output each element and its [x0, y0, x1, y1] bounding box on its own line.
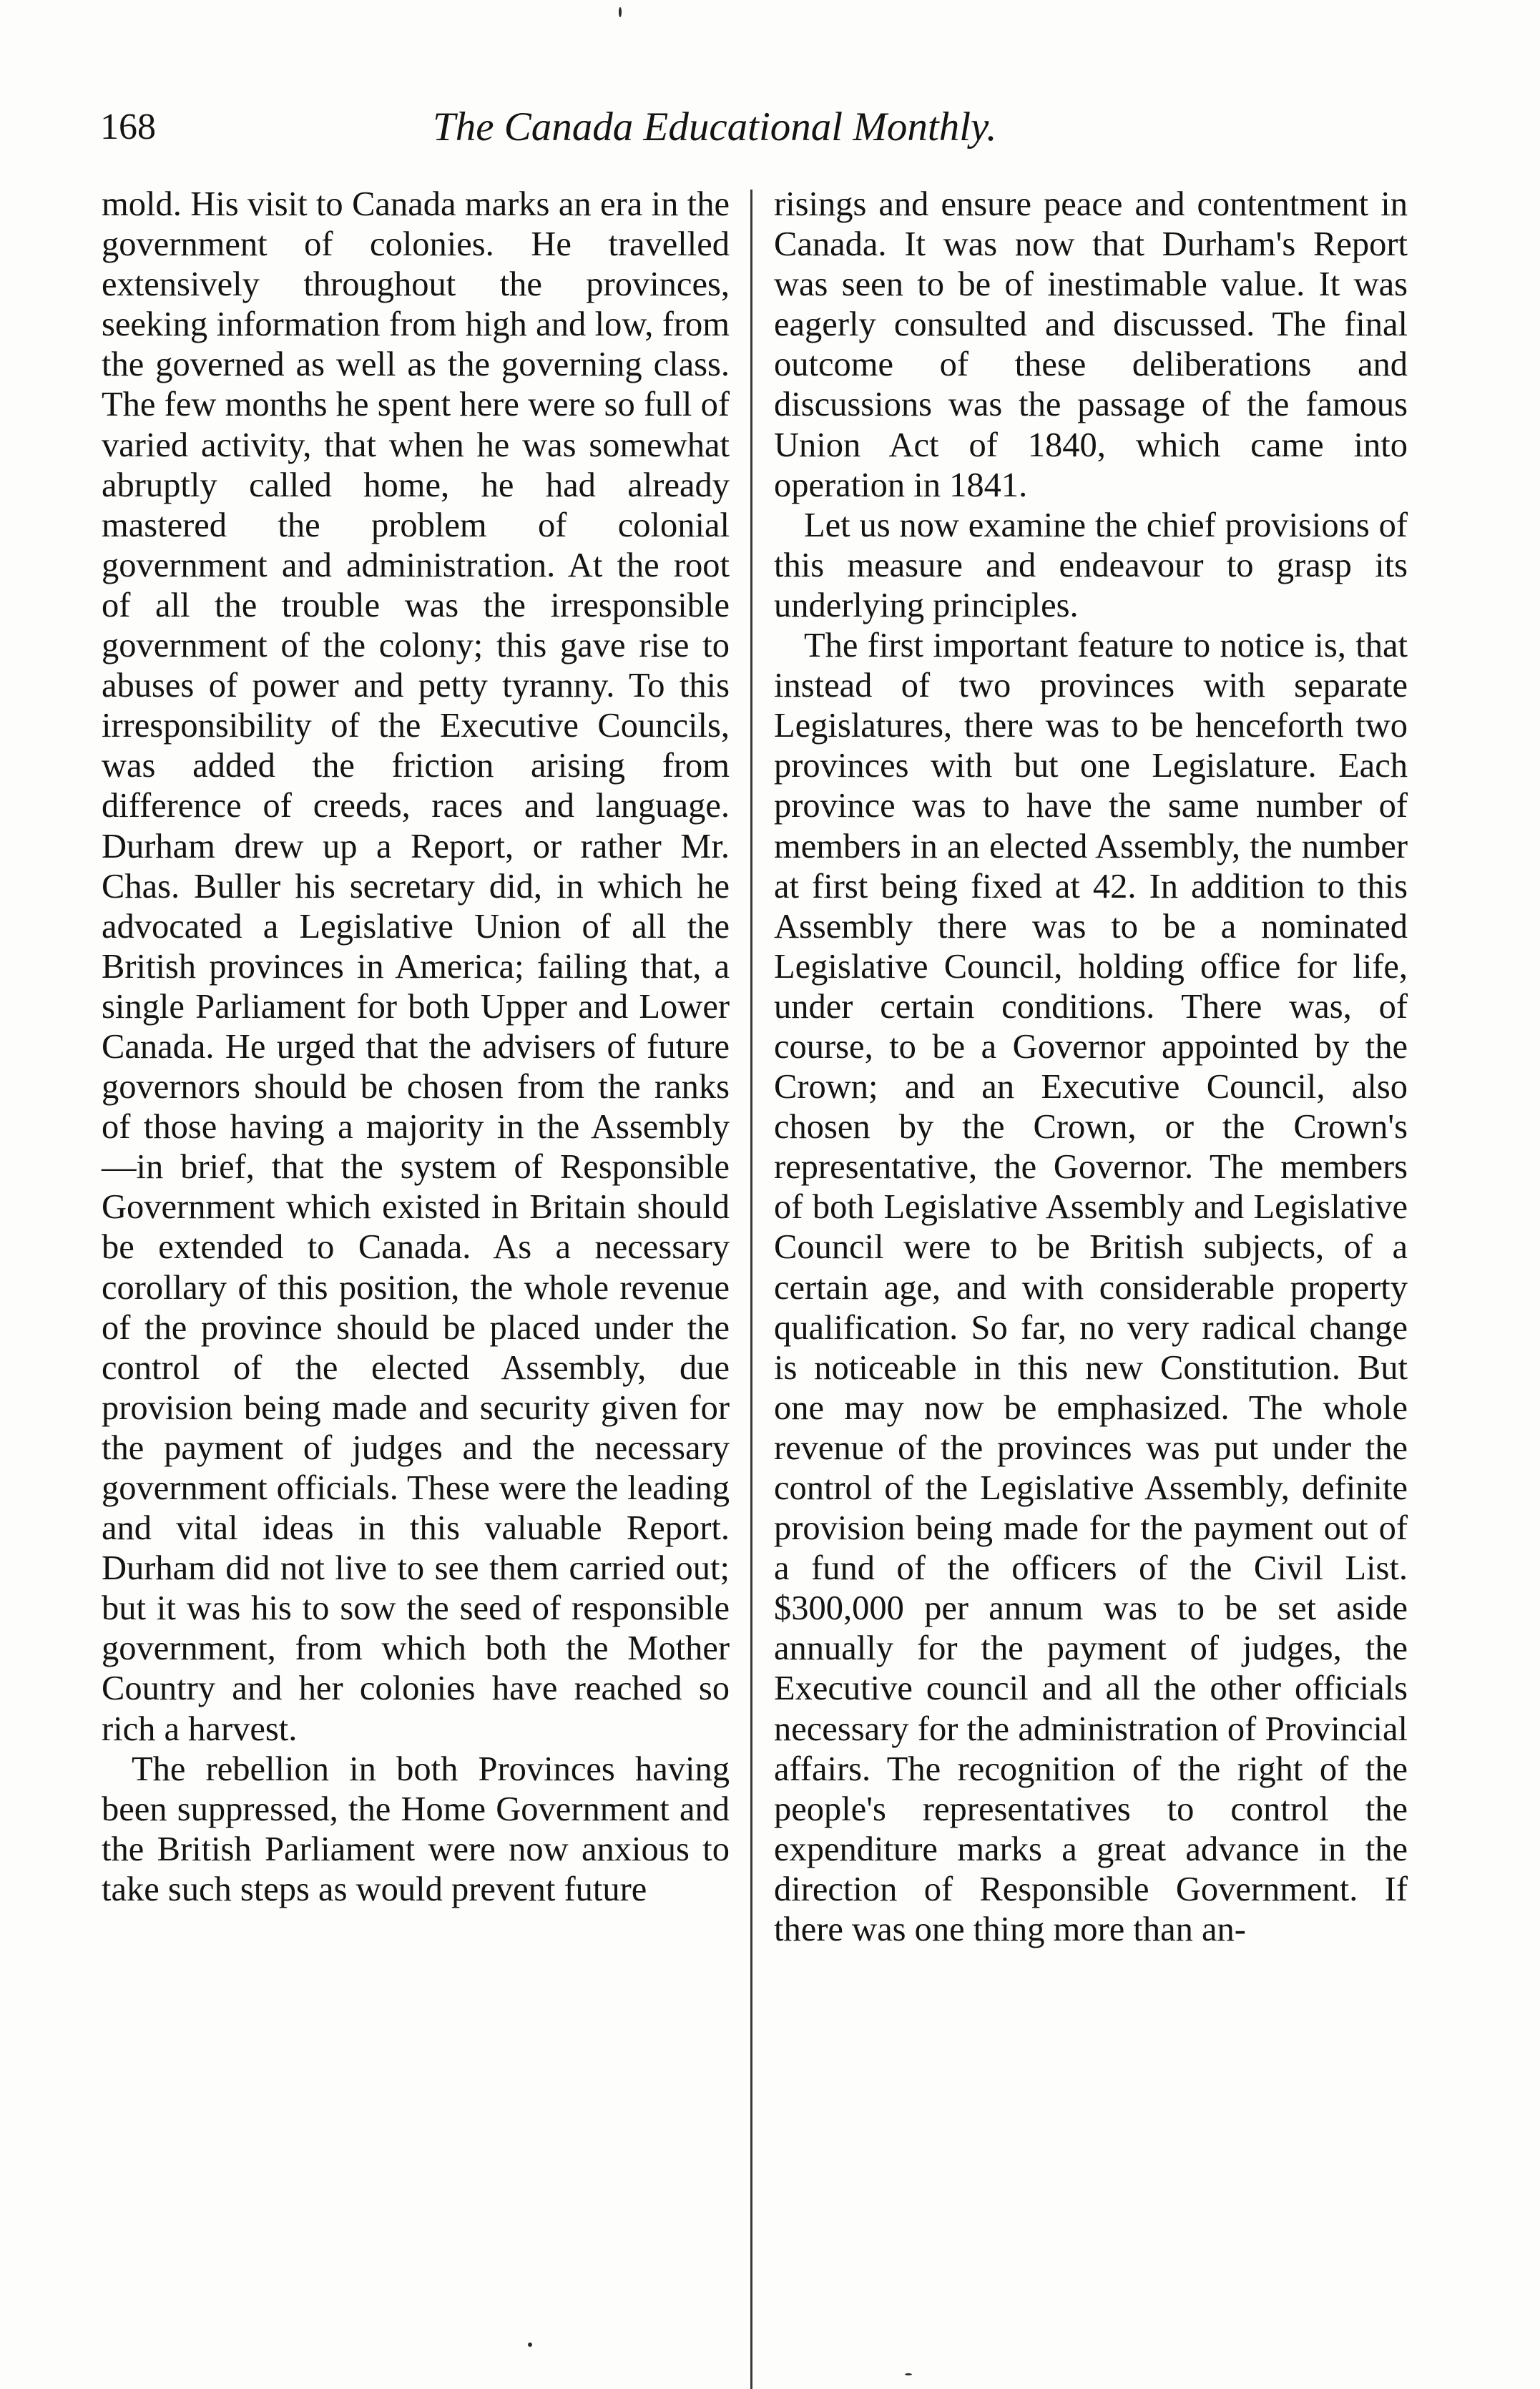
running-title: The Canada Educational Monthly.	[433, 104, 997, 149]
print-speck	[528, 2343, 532, 2347]
paragraph: Let us now examine the chief provisions of this measure and endeavour to grasp its underlying principles.	[774, 506, 1408, 624]
column-divider	[750, 190, 752, 2389]
right-column	[774, 185, 1408, 1950]
page-header	[100, 106, 1445, 170]
paragraph: The first important feature to notice is, that instead of two provinces with separate Legislatures, there was to be henceforth two provinces with but one Legislature. Each province was to have the same number of members in an elected Assembly, the number at first being fixed at 42. In addition to this Assembly there was to be a nominated Legislative Council, holding office for life, under certain conditions. There was, of course, to be a Governor appointed by the Crown; and an Executive Council, also chosen by the Crown, or the Crown's representative, the Governor. The members of both Legislative Assembly and Legislative Council were to be British subjects, of a certain age, and with considerable property qualification. So far, no very radical change is noticeable in this new Constitution. But one may now be emphasized. The whole revenue of the provinces was put under the control of the Legislative Assembly, definite provision being made for the payment out of a fund of the officers of the Civil List. $300,000 per annum was to be set aside annually for the payment of judges, the Executive council and all the other officials necessary for the administration of Provincial affairs. The recognition of the right of the people's representatives to control the expenditure marks a great advance in the direction of Responsible Government. If there was one thing more than an-	[774, 627, 1408, 1949]
left-column	[102, 185, 730, 1910]
paragraph: mold. His visit to Canada marks an era in the government of colonies. He travelled extensively throughout the provinces, seeking information from high and low, from the governed as well as the governing class. The few months he spent here were so full of varied activity, that when he was somewhat abruptly called home, he had already mastered the problem of colonial government and administration. At the root of all the trouble was the irresponsible government of the colony; this gave rise to abuses of power and petty tyranny. To this irresponsibility of the Executive Councils, was added the friction arising from difference of creeds, races and language. Durham drew up a Report, or rather Mr. Chas. Buller his secretary did, in which he advocated a Legislative Union of all the British provinces in America; failing that, a single Parliament for both Upper and Lower Canada. He urged that the advisers of future governors should be chosen from the ranks of those having a majority in the Assembly—in brief, that the system of Responsible Government which existed in Britain should be extended to Canada. As a necessary corollary of this position, the whole revenue of the province should be placed under the control of the elected Assembly, due provision being made and security given for the payment of judges and the necessary government officials. These were the leading and vital ideas in this valuable Report. Durham did not live to see them carried out; but it was his to sow the seed of responsible government, from which both the Mother Country and her colonies have reached so rich a harvest.	[102, 185, 730, 1748]
paragraph: risings and ensure peace and contentment in Canada. It was now that Durham's Report was seen to be of inestimable value. It was eagerly consulted and discussed. The final outcome of these deliberations and discussions was the passage of the famous Union Act of 1840, which came into operation in 1841.	[774, 185, 1408, 504]
paragraph: The rebellion in both Provinces having been suppressed, the Home Government and the British Parliament were now anxious to take such steps as would prevent future	[102, 1750, 730, 1908]
page-number: 168	[100, 107, 156, 147]
print-speck	[619, 7, 622, 17]
print-speck	[905, 2373, 912, 2375]
